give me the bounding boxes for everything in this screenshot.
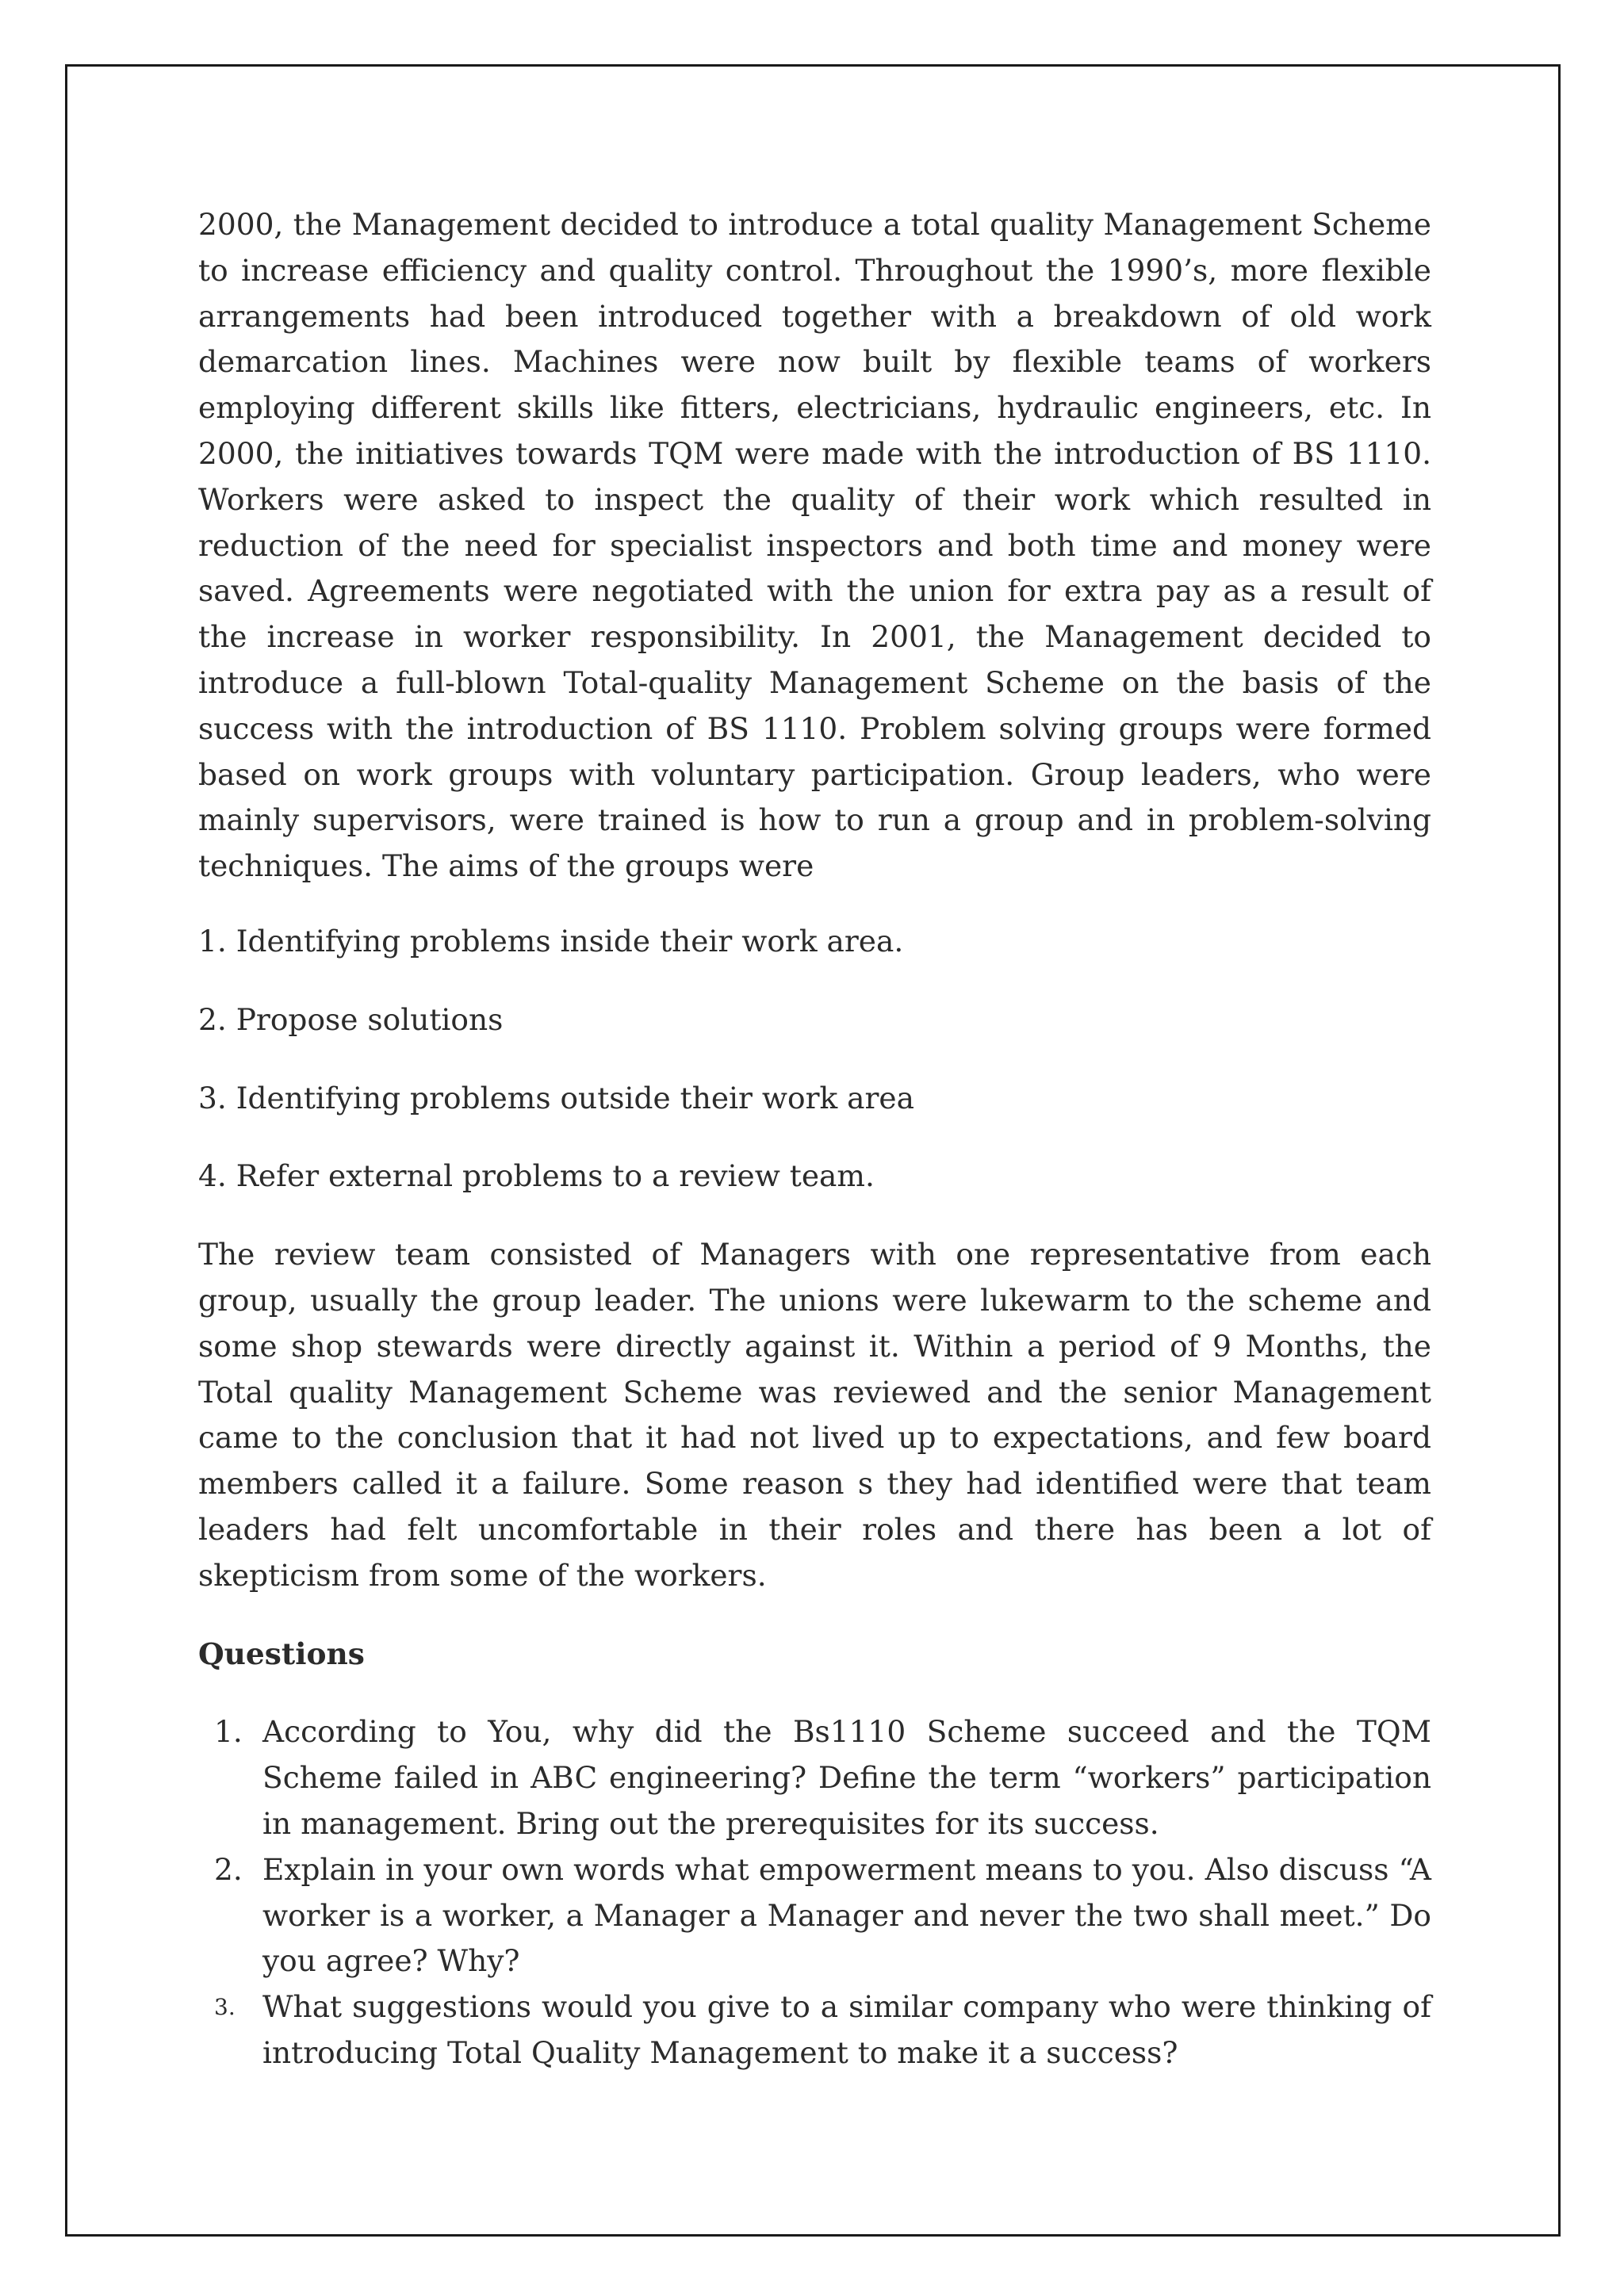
aim-item-2: 2. Propose solutions xyxy=(198,1001,504,1037)
questions-list xyxy=(198,1709,1431,2076)
case-paragraph-1: 2000, the Management decided to introduce a total quality Management Scheme to increase efficiency and quality control. Throughout the 1990’s, more flexible arrangements had been introduced together with a breakdown of old work demarcation lines. Machines were now built by flexible teams of workers employing different skills like fitters, electricians, hydraulic engineers, etc. In 2000, the initiatives towards TQM were made with the introduction of BS 1110. Workers were asked to inspect the quality of their work which resulted in reduction of the need for specialist inspectors and both time and money were saved. Agreements were negotiated with the union for extra pay as a result of the increase in worker responsibility. In 2001, the Management decided to introduce a full-blown Total-quality Management Scheme on the basis of the success with the introduction of BS 1110. Problem solving groups were formed based on work groups with voluntary participation. Group leaders, who were mainly supervisors, were trained is how to run a group and in problem-solving techniques. The aims of the groups were xyxy=(198,207,1431,884)
aim-item-3: 3. Identifying problems outside their work area xyxy=(198,1080,914,1115)
question-item-2 xyxy=(198,1847,1431,1984)
question-item-3 xyxy=(198,1984,1431,2076)
case-paragraph-2: The review team consisted of Managers with one representative from each group, usually the group leader. The unions were lukewarm to the scheme and some shop stewards were directly against it. Within a period of 9 Months, the Total quality Management Scheme was reviewed and the senior Management came to the conclusion that it had not lived up to expectations, and few board members called it a failure. Some reason s they had identified were that team leaders had felt uncomfortable in their roles and there has been a lot of skepticism from some of the workers. xyxy=(198,1237,1431,1593)
question-text: What suggestions would you give to a similar company who were thinking of introducing Total Quality Management to make it a success? xyxy=(262,1989,1431,2070)
question-number: 2. xyxy=(214,1851,243,1887)
aim-item-1: 1. Identifying problems inside their work area. xyxy=(198,923,904,959)
question-number: 3. xyxy=(214,1994,236,2021)
question-text: According to You, why did the Bs1110 Scheme succeed and the TQM Scheme failed in ABC engineering? Define the term “workers” participation in management. Bring out the prerequisites for its success. xyxy=(262,1714,1431,1841)
aim-item-4: 4. Refer external problems to a review team. xyxy=(198,1158,875,1194)
document-body xyxy=(198,202,1431,2076)
question-item-1 xyxy=(198,1709,1431,1846)
question-number: 1. xyxy=(214,1714,243,1750)
question-text: Explain in your own words what empowerment means to you. Also discuss “A worker is a worker, a Manager a Manager and never the two shall meet.” Do you agree? Why? xyxy=(262,1851,1431,1979)
questions-heading: Questions xyxy=(198,1636,365,1671)
